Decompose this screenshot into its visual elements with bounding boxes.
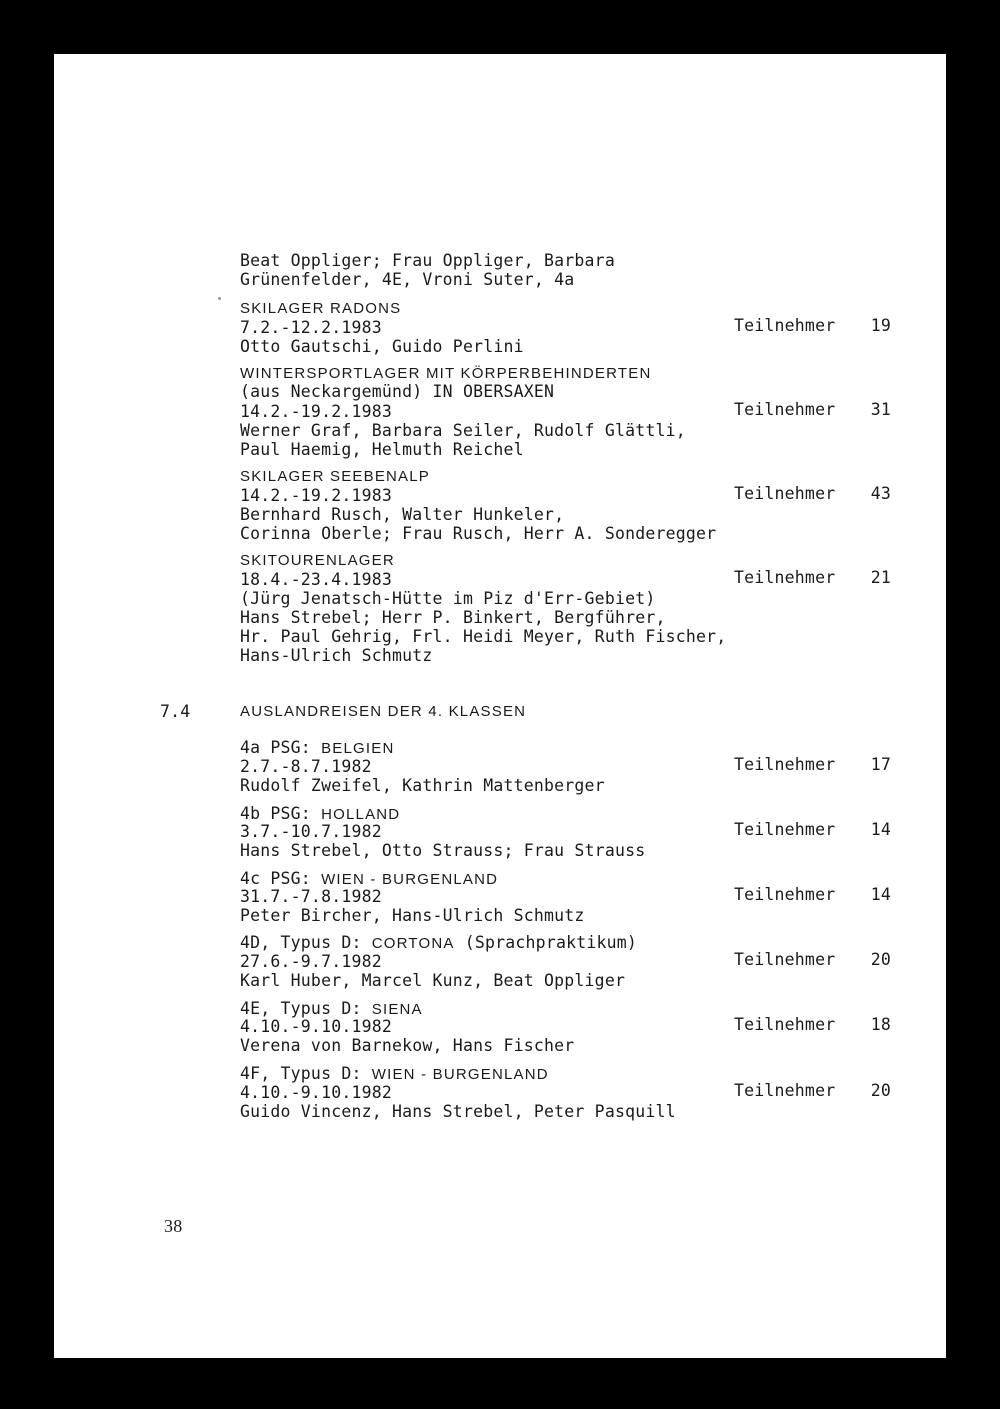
scan-speck bbox=[218, 297, 221, 300]
participants-label: Teilnehmer bbox=[734, 1015, 836, 1034]
trip-date: 27.6.-9.7.1982 bbox=[240, 952, 382, 971]
trip-title bbox=[240, 933, 637, 953]
participants-count: 20 bbox=[870, 1081, 891, 1100]
participants-label: Teilnehmer bbox=[734, 950, 836, 969]
section-title: AUSLANDREISEN DER 4. KLASSEN bbox=[240, 703, 527, 720]
participants-label: Teilnehmer bbox=[734, 885, 836, 904]
trip-class: 4a PSG: bbox=[240, 738, 322, 757]
trip-destination: HOLLAND bbox=[321, 806, 401, 823]
camp-leaders: (Jürg Jenatsch-Hütte im Piz d'Err-Gebiet) bbox=[240, 589, 656, 608]
camp-title: SKILAGER SEEBENALP bbox=[240, 468, 431, 485]
trip-destination-note: (Sprachpraktikum) bbox=[454, 933, 638, 952]
intro-line: Grünenfelder, 4E, Vroni Suter, 4a bbox=[240, 270, 575, 289]
camp-date: 7.2.-12.2.1983 bbox=[240, 318, 382, 337]
trip-title bbox=[240, 869, 498, 889]
trip-destination: WIEN - BURGENLAND bbox=[321, 871, 499, 888]
trip-leaders: Peter Bircher, Hans-Ulrich Schmutz bbox=[240, 906, 585, 925]
participants-label: Teilnehmer bbox=[734, 1081, 836, 1100]
trip-leaders: Rudolf Zweifel, Kathrin Mattenberger bbox=[240, 776, 605, 795]
trip-title bbox=[240, 804, 400, 824]
trip-date: 2.7.-8.7.1982 bbox=[240, 757, 372, 776]
trip-date: 4.10.-9.10.1982 bbox=[240, 1083, 393, 1102]
camp-leaders: Hans Strebel; Herr P. Binkert, Bergführer, bbox=[240, 608, 666, 627]
camp-title: SKILAGER RADONS bbox=[240, 300, 402, 317]
participants-label: Teilnehmer bbox=[734, 820, 836, 839]
trip-class: 4E, Typus D: bbox=[240, 999, 372, 1018]
participants-count: 18 bbox=[870, 1015, 891, 1034]
trip-destination: BELGIEN bbox=[321, 740, 395, 757]
camp-leaders: Hr. Paul Gehrig, Frl. Heidi Meyer, Ruth Fischer, bbox=[240, 627, 727, 646]
camp-leaders: Paul Haemig, Helmuth Reichel bbox=[240, 440, 524, 459]
camp-leaders: Werner Graf, Barbara Seiler, Rudolf Glättli, bbox=[240, 421, 686, 440]
camp-date: 14.2.-19.2.1983 bbox=[240, 486, 393, 505]
trip-class: 4F, Typus D: bbox=[240, 1064, 372, 1083]
camp-date: 14.2.-19.2.1983 bbox=[240, 402, 393, 421]
trip-destination: WIEN - BURGENLAND bbox=[371, 1066, 549, 1083]
trip-title bbox=[240, 738, 395, 758]
participants-count: 21 bbox=[870, 568, 891, 587]
trip-date: 4.10.-9.10.1982 bbox=[240, 1017, 393, 1036]
trip-date: 31.7.-7.8.1982 bbox=[240, 887, 382, 906]
trip-class: 4b PSG: bbox=[240, 804, 322, 823]
participants-count: 14 bbox=[870, 820, 891, 839]
participants-label: Teilnehmer bbox=[734, 484, 836, 503]
trip-title bbox=[240, 999, 423, 1019]
trip-leaders: Guido Vincenz, Hans Strebel, Peter Pasquill bbox=[240, 1102, 676, 1121]
trip-title bbox=[240, 1064, 549, 1084]
camp-leaders: Otto Gautschi, Guido Perlini bbox=[240, 337, 524, 356]
participants-label: Teilnehmer bbox=[734, 755, 836, 774]
trip-leaders: Verena von Barnekow, Hans Fischer bbox=[240, 1036, 575, 1055]
participants-count: 43 bbox=[870, 484, 891, 503]
camp-leaders: Corinna Oberle; Frau Rusch, Herr A. Sonderegger bbox=[240, 524, 717, 543]
trip-class: 4c PSG: bbox=[240, 869, 322, 888]
participants-count: 20 bbox=[870, 950, 891, 969]
trip-destination: CORTONA bbox=[371, 935, 455, 952]
participants-count: 17 bbox=[870, 755, 891, 774]
camp-title: SKITOURENLAGER bbox=[240, 552, 395, 569]
trip-class: 4D, Typus D: bbox=[240, 933, 372, 952]
page-number: 38 bbox=[164, 1216, 183, 1236]
intro-line: Beat Oppliger; Frau Oppliger, Barbara bbox=[240, 251, 615, 270]
trip-leaders: Hans Strebel, Otto Strauss; Frau Strauss bbox=[240, 841, 646, 860]
camp-date: 18.4.-23.4.1983 bbox=[240, 570, 393, 589]
participants-label: Teilnehmer bbox=[734, 568, 836, 587]
section-number: 7.4 bbox=[160, 702, 191, 721]
participants-label: Teilnehmer bbox=[734, 400, 836, 419]
camp-leaders: Hans-Ulrich Schmutz bbox=[240, 646, 433, 665]
camp-subtitle: (aus Neckargemünd) IN OBERSAXEN bbox=[240, 382, 555, 401]
trip-date: 3.7.-10.7.1982 bbox=[240, 822, 382, 841]
participants-count: 19 bbox=[870, 316, 891, 335]
document-page bbox=[54, 54, 946, 1358]
participants-label: Teilnehmer bbox=[734, 316, 836, 335]
trip-leaders: Karl Huber, Marcel Kunz, Beat Oppliger bbox=[240, 971, 626, 990]
camp-title: WINTERSPORTLAGER MIT KÖRPERBEHINDERTEN bbox=[240, 365, 652, 382]
trip-destination: SIENA bbox=[371, 1001, 423, 1018]
participants-count: 31 bbox=[870, 400, 891, 419]
participants-count: 14 bbox=[870, 885, 891, 904]
camp-leaders: Bernhard Rusch, Walter Hunkeler, bbox=[240, 505, 565, 524]
